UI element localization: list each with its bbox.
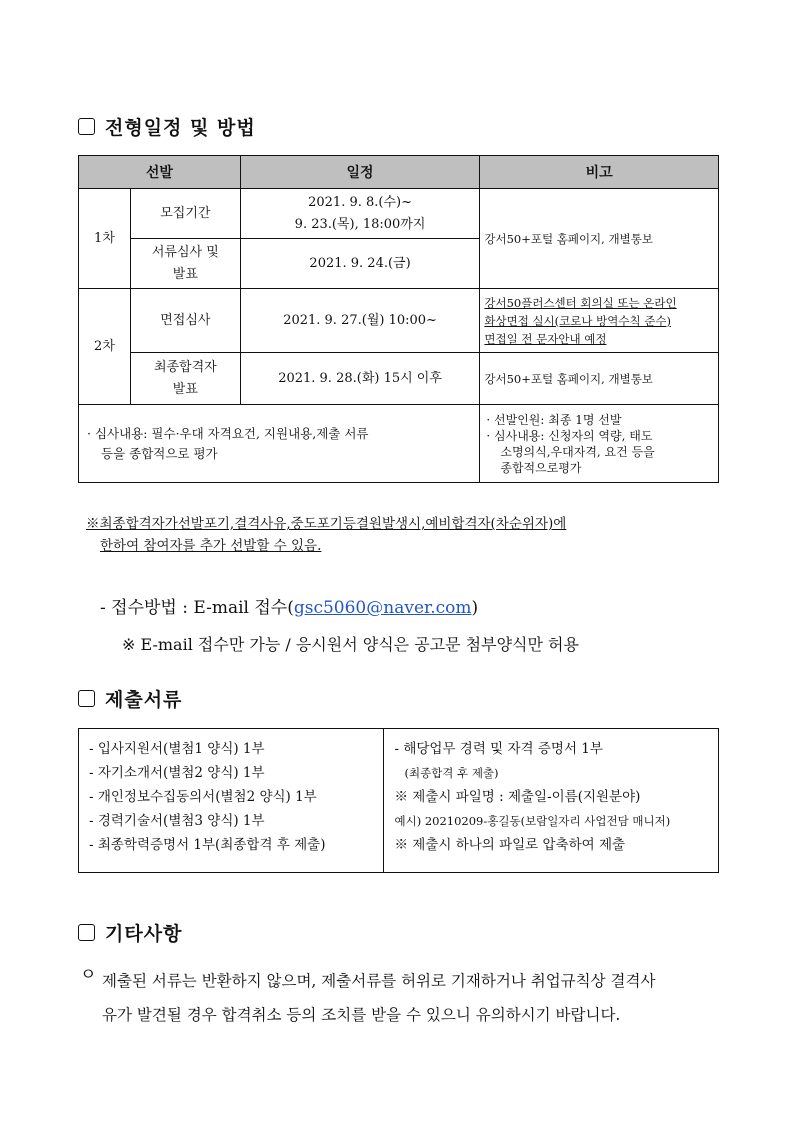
final-announce-label — [130, 353, 240, 405]
interview-date: 2021. 9. 27.(월) 10:00~ — [240, 289, 480, 353]
receipt-suffix: ) — [471, 598, 479, 618]
interview-note — [480, 289, 719, 353]
documents-table — [78, 728, 719, 873]
label-line: 서류심사 및 — [151, 244, 219, 260]
summary-line: 소명의식,우대자격, 요건 등을 — [500, 444, 655, 459]
eval-line: · 심사내용: 필수·우대 자격요건, 지원내용,제출 서류 — [87, 425, 369, 441]
final-announce-date: 2021. 9. 28.(화) 15시 이후 — [240, 353, 480, 405]
note-line: 면접일 전 문자안내 예정 — [484, 331, 607, 346]
checkbox-square-icon — [78, 690, 95, 707]
receipt-prefix: - 접수방법 : E-mail 접수( — [100, 598, 294, 618]
interview-label: 면접심사 — [130, 289, 240, 353]
caution-line: 한하여 참여자를 추가 선발할 수 있음. — [100, 538, 322, 554]
caution-line: ※최종합격자가선발포기,결격사유,중도포기등결원발생시,예비합격자(차순위자)에 — [86, 516, 567, 532]
summary-line: · 선발인원: 최종 1명 선발 — [486, 412, 622, 427]
section-misc-header — [78, 919, 182, 946]
document-item: - 해당업무 경력 및 자격 증명서 1부 — [394, 741, 603, 757]
label-line: 최종합격자 — [153, 359, 217, 375]
section-title: 제출서류 — [105, 689, 183, 711]
misc-body — [102, 964, 655, 1032]
caution-note — [86, 513, 566, 557]
email-link[interactable]: gsc5060@naver.com — [293, 598, 472, 618]
summary-line: 종합적으로평가 — [500, 460, 582, 475]
selection-summary — [480, 405, 719, 483]
misc-bullet-mark: ㅇ — [80, 965, 97, 985]
round-1-label: 1차 — [79, 189, 131, 289]
document-item: (최종합격 후 제출) — [404, 766, 499, 780]
header-schedule: 일정 — [240, 156, 480, 189]
round-1-note: 강서50+포털 홈페이지, 개별통보 — [480, 189, 719, 289]
note-line: 화상면접 실시(코로나 방역수칙 준수) — [484, 313, 671, 328]
eval-line: 등을 종합적으로 평가 — [101, 445, 218, 461]
misc-line: 유가 발견될 경우 합격취소 등의 조치를 받을 수 있으니 유의하시기 바랍니다. — [102, 1006, 621, 1024]
receipt-note: ※ E-mail 접수만 가능 / 응시원서 양식은 공고문 첨부양식만 허용 — [122, 635, 579, 654]
evaluation-content — [79, 405, 480, 483]
header-remarks: 비고 — [480, 156, 719, 189]
date-line: 9. 23.(목), 18:00까지 — [294, 216, 426, 232]
section-schedule-header — [78, 113, 256, 140]
checkbox-square-icon — [78, 118, 95, 135]
misc-line: 제출된 서류는 반환하지 않으며, 제출서류를 허위로 기재하거나 취업규칙상 결격사 — [102, 972, 656, 990]
summary-line: · 심사내용: 신청자의 역량, 태도 — [486, 428, 653, 443]
label-line: 발표 — [172, 266, 198, 282]
document-item: - 최종학력증명서 1부(최종합격 후 제출) — [89, 837, 326, 853]
document-item: ※ 제출시 하나의 파일로 압축하여 제출 — [394, 837, 626, 853]
header-selection: 선발 — [79, 156, 241, 189]
document-item: - 경력기술서(별첨3 양식) 1부 — [89, 813, 265, 829]
recruit-period-label: 모집기간 — [130, 189, 240, 239]
document-item: - 자기소개서(별첨2 양식) 1부 — [89, 765, 265, 781]
receipt-method — [100, 593, 478, 618]
document-item: - 개인정보수집동의서(별첨2 양식) 1부 — [89, 789, 317, 805]
recruit-period-date — [240, 189, 480, 239]
document-review-label — [130, 239, 240, 289]
schedule-table — [78, 155, 719, 483]
section-title: 전형일정 및 방법 — [105, 117, 256, 139]
round-2-label: 2차 — [79, 289, 131, 405]
document-item: ※ 제출시 파일명 : 제출일-이름(지원분야) — [394, 789, 641, 805]
note-line: 강서50플러스센터 회의실 또는 온라인 — [484, 295, 677, 310]
final-announce-note: 강서50+포털 홈페이지, 개별통보 — [480, 353, 719, 405]
additional-documents — [384, 729, 719, 873]
document-review-date: 2021. 9. 24.(금) — [240, 239, 480, 289]
checkbox-square-icon — [78, 924, 95, 941]
date-line: 2021. 9. 8.(수)~ — [308, 194, 412, 210]
required-documents — [79, 729, 384, 873]
label-line: 발표 — [172, 381, 198, 397]
document-item: - 입사지원서(별첨1 양식) 1부 — [89, 741, 265, 757]
section-documents-header — [78, 685, 182, 712]
file-name-example: 예시) 20210209-홍길동(보람일자리 사업전담 매니저) — [394, 814, 671, 828]
section-title: 기타사항 — [105, 923, 183, 945]
